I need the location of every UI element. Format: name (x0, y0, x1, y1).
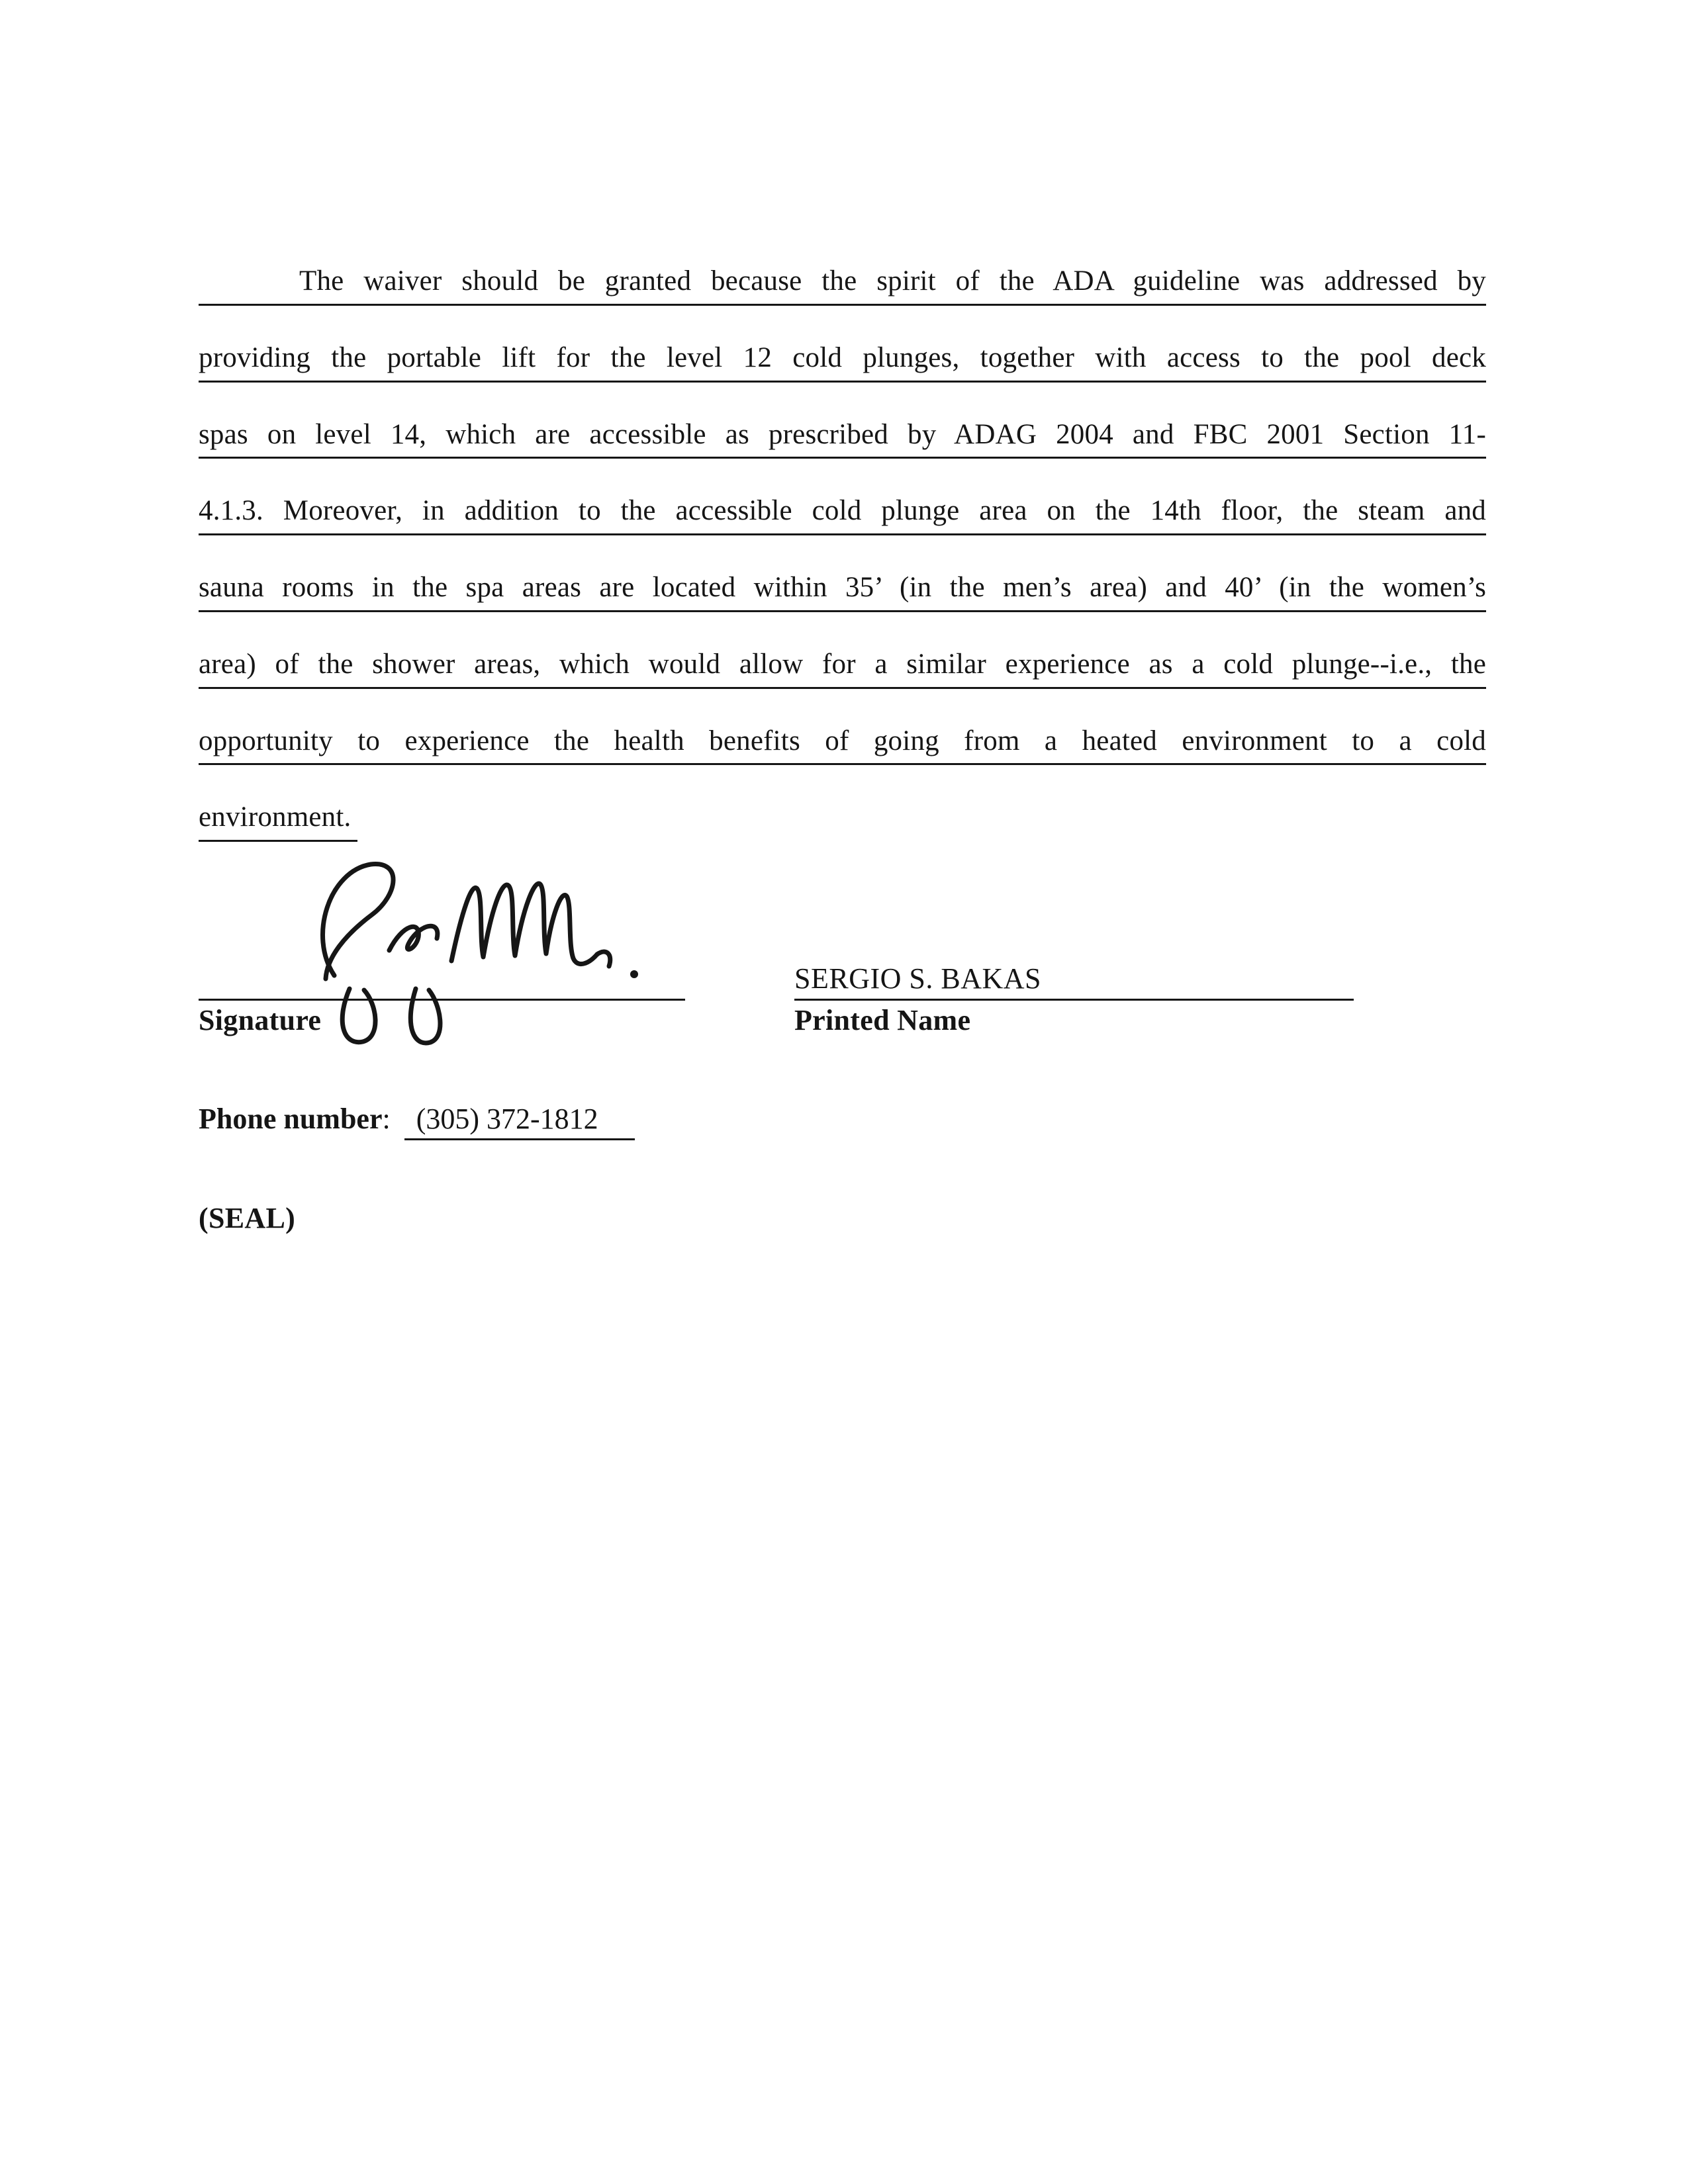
paragraph-line: providing the portable lift for the level 12 cold plunges, together with access to the pool deck (199, 340, 1486, 383)
phone-label: Phone number (199, 1103, 383, 1135)
printed-name-label: Printed Name (794, 1004, 971, 1036)
document-content (199, 263, 1486, 1235)
signature-column (199, 876, 685, 1037)
signature-line (199, 876, 685, 1001)
printed-name-value: SERGIO S. BAKAS (794, 962, 1042, 995)
phone-value: (305) 372-1812 (404, 1102, 635, 1140)
printed-name-line (794, 962, 1354, 1001)
paragraph-line: opportunity to experience the health benefits of going from a heated environment to a cold (199, 723, 1486, 766)
paragraph-line: sauna rooms in the spa areas are located within 35’ (in the men’s area) and 40’ (in the women’s (199, 570, 1486, 612)
printed-name-column (794, 962, 1354, 1037)
signature-block (199, 876, 1486, 1037)
paragraph-line: 4.1.3. Moreover, in addition to the accessible cold plunge area on the 14th floor, the steam and (199, 493, 1486, 535)
paragraph-line (199, 263, 1486, 306)
signature-label: Signature (199, 1004, 322, 1036)
paragraph-line-text: The waiver should be granted because the spirit of the ADA guideline was addressed by (299, 265, 1486, 296)
paragraph-line: environment. (199, 799, 357, 842)
phone-row (199, 1102, 1486, 1140)
paragraph-line: area) of the shower areas, which would allow for a similar experience as a cold plunge--i.e., the (199, 647, 1486, 689)
phone-label-suffix: : (382, 1103, 391, 1135)
seal-label: (SEAL) (199, 1202, 296, 1234)
handwritten-signature-icon (271, 850, 695, 1055)
paragraph-line: spas on level 14, which are accessible as prescribed by ADAG 2004 and FBC 2001 Section 11- (199, 417, 1486, 459)
tab-indent (199, 289, 299, 290)
